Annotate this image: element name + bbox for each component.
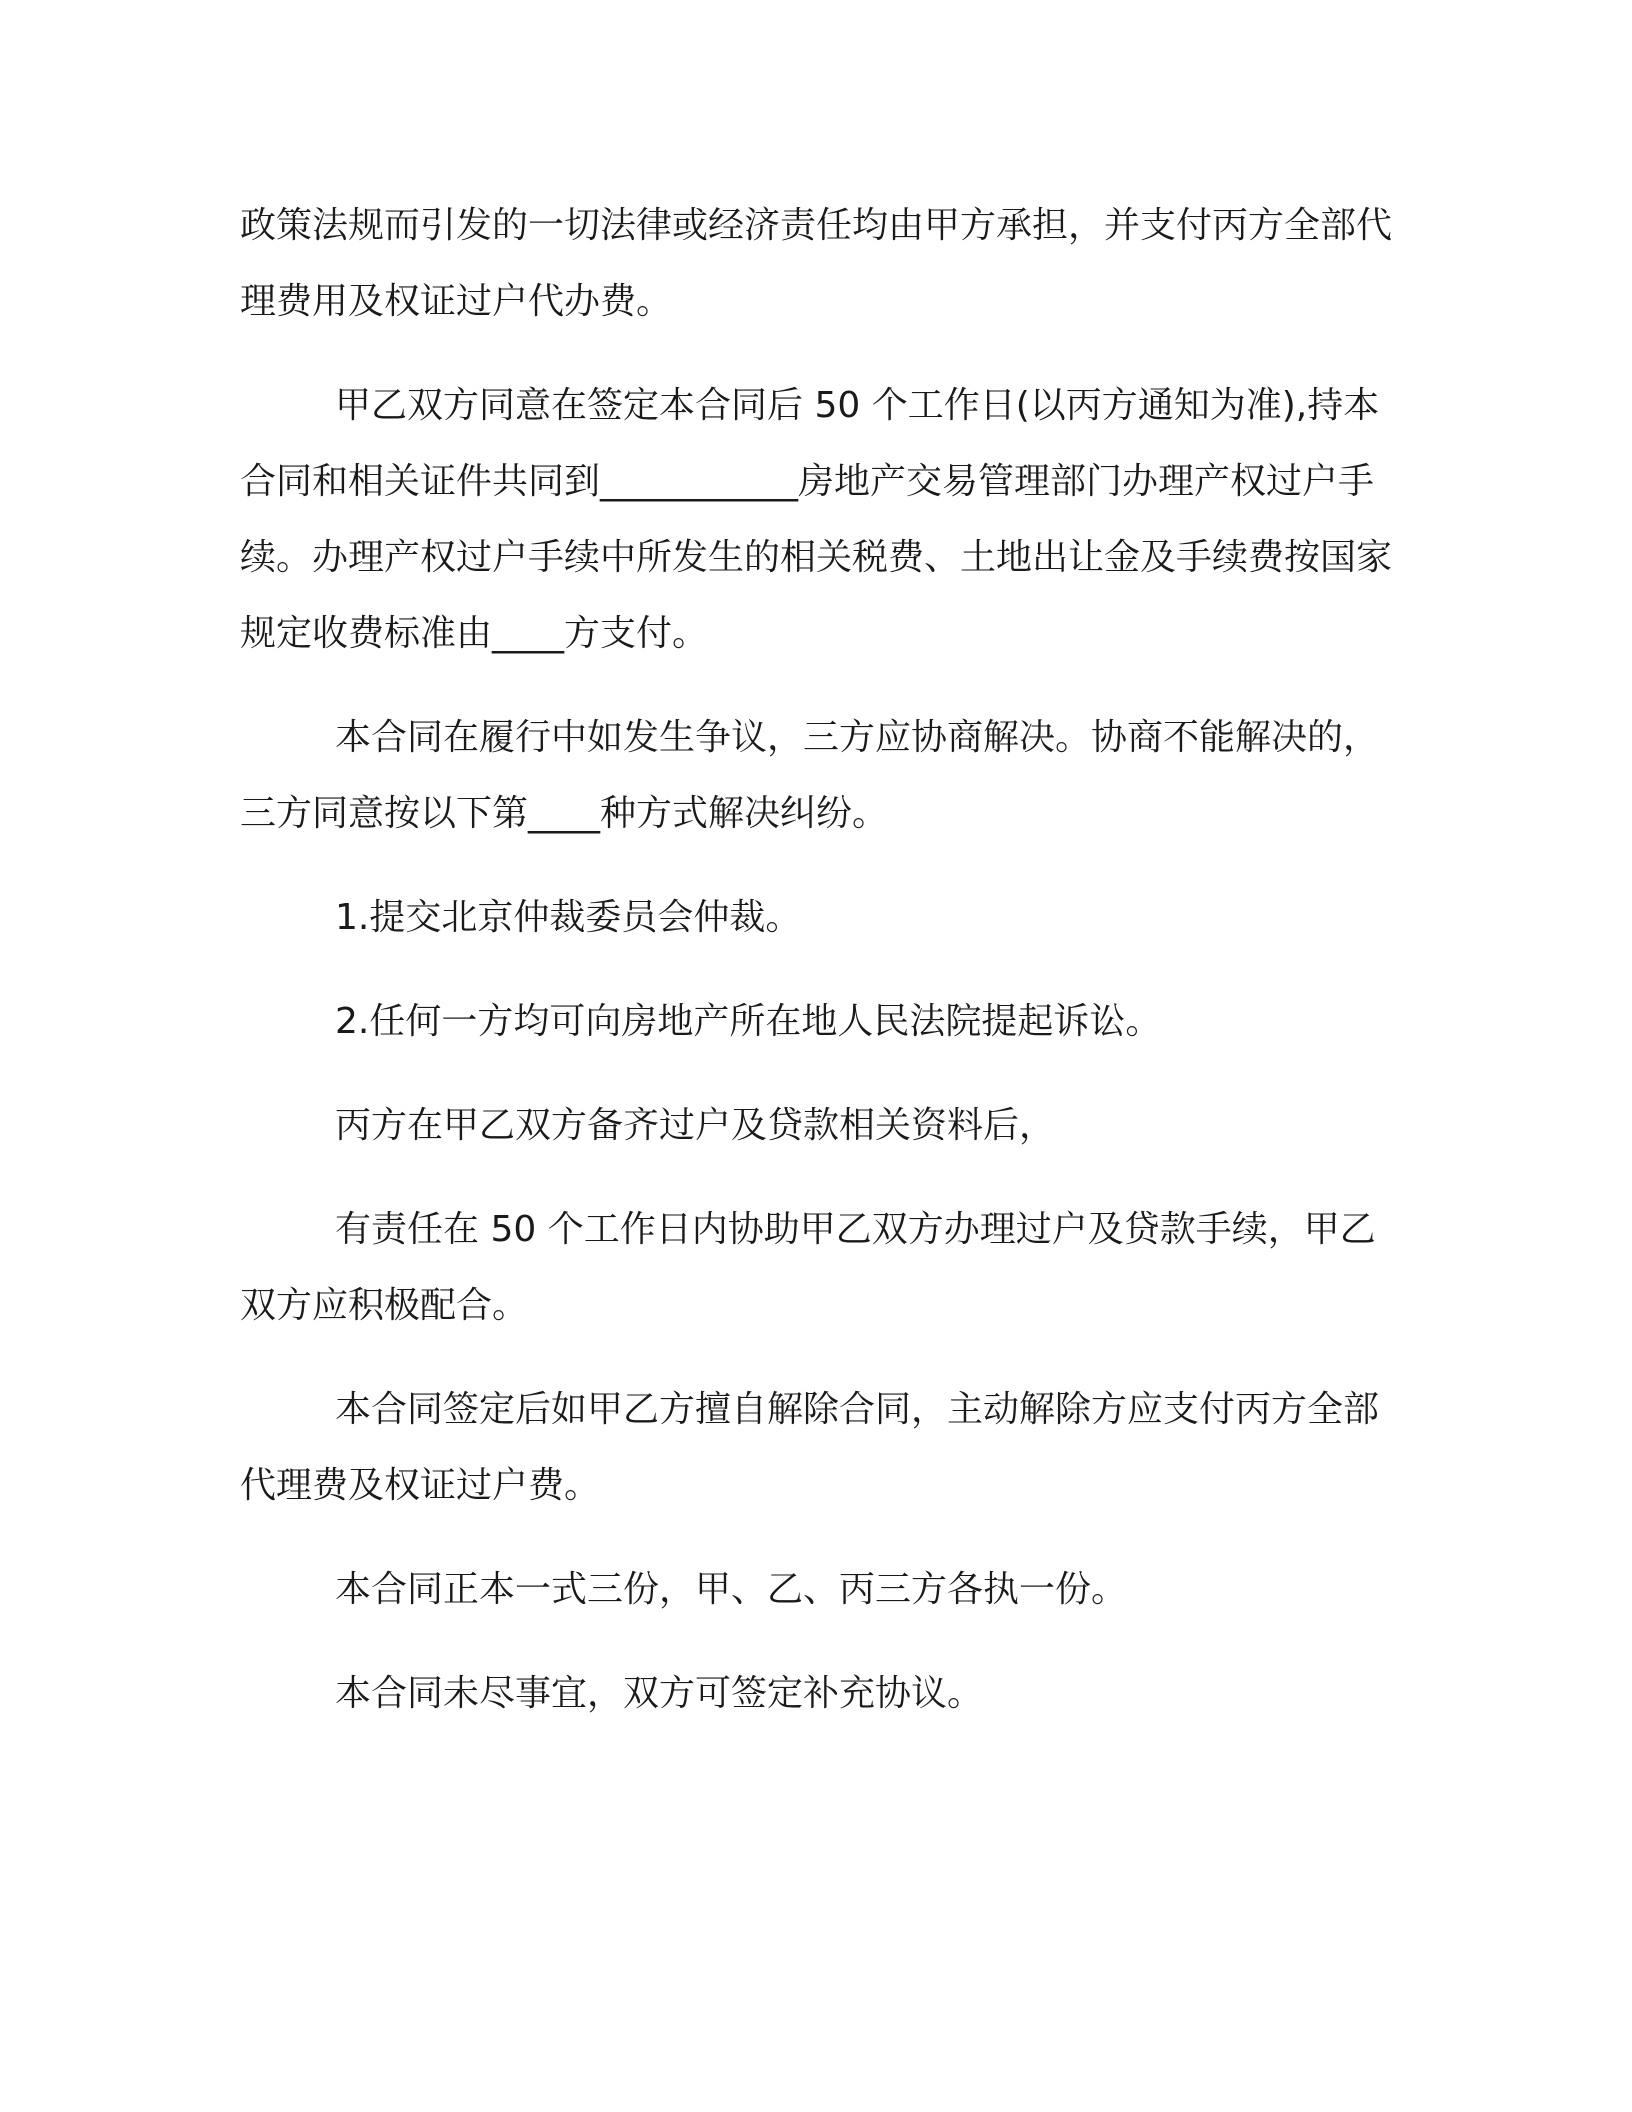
- paragraph-option-arbitration: 1.提交北京仲裁委员会仲裁。: [335, 897, 802, 938]
- paragraph-party-c-materials: 丙方在甲乙双方备齐过户及贷款相关资料后，: [335, 1105, 1056, 1146]
- paragraph-dispute-resolution: 本合同在履行中如发生争议，三方应协商解决。协商不能解决的，三方同意按以下第____种方式解决纠纷。: [240, 717, 1380, 834]
- document-body: [240, 188, 1410, 1760]
- paragraph-termination: 本合同签定后如甲乙方擅自解除合同，主动解除方应支付丙方全部代理费及权证过户费。: [240, 1389, 1380, 1506]
- paragraph-supplementary: 本合同未尽事宜，双方可签定补充协议。: [335, 1673, 984, 1714]
- paragraph-party-c-assistance: 有责任在 50 个工作日内协助甲乙双方办理过户及贷款手续，甲乙双方应积极配合。: [240, 1209, 1376, 1326]
- paragraph-transfer-procedure: 甲乙双方同意在签定本合同后 50 个工作日(以丙方通知为准),持本合同和相关证件共同到___________房地产交易管理部门办理产权过户手续。办理产权过户手续中所发生的相关税费、土地出让金及手续费按国家规定收费标准由____方支付。: [240, 385, 1393, 654]
- paragraph-liability: 政策法规而引发的一切法律或经济责任均由甲方承担，并支付丙方全部代理费用及权证过户代办费。: [240, 205, 1393, 322]
- paragraph-copies: 本合同正本一式三份，甲、乙、丙三方各执一份。: [335, 1569, 1128, 1610]
- paragraph-option-litigation: 2.任何一方均可向房地产所在地人民法院提起诉讼。: [335, 1001, 1162, 1042]
